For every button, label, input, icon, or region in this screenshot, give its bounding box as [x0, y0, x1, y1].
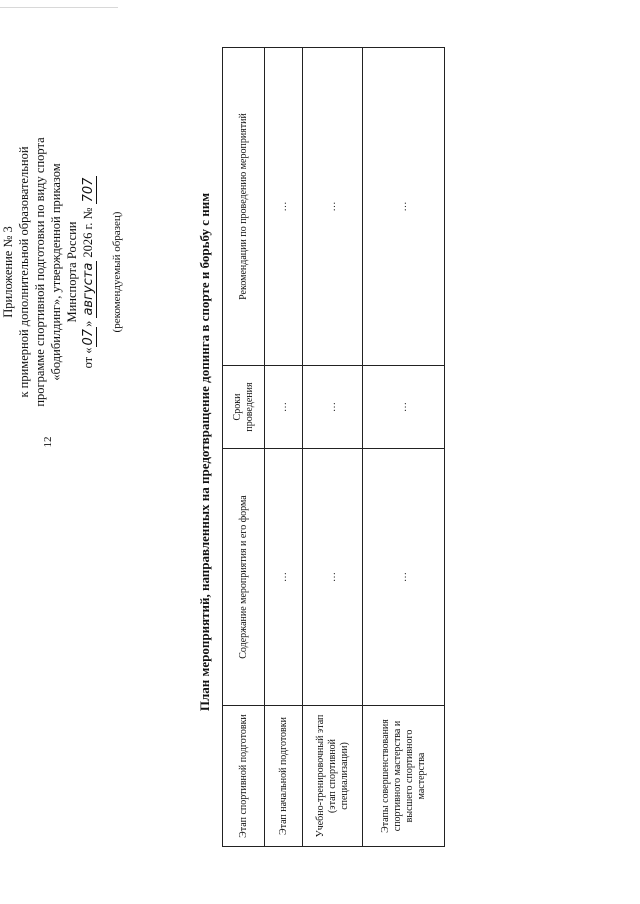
table-header-row [223, 48, 265, 847]
scan-line [0, 7, 118, 8]
row-recommendations: … [265, 48, 303, 366]
date-day: 07 [81, 328, 96, 346]
header-stage: Этап спортивной подготовки [223, 706, 265, 847]
row-stage: Этап начальной подготовки [265, 706, 303, 847]
row-timing: … [265, 366, 303, 449]
date-year: 2026 г. № [81, 204, 95, 261]
row-stage: Учебно-тренировочный этап (этап спортивной специализации) [303, 706, 363, 847]
row-recommendations: … [303, 48, 363, 366]
appendix-line-1: к примерной дополнительной образовательной [17, 146, 31, 398]
appendix-header [0, 47, 125, 497]
row-content: … [265, 449, 303, 706]
row-content: … [303, 449, 363, 706]
plan-title: План мероприятий, направленных на предотвращение допинга в спорте и борьбу с ним [197, 192, 212, 712]
plan-table-wrapper [222, 47, 444, 847]
order-number: 707 [81, 177, 96, 203]
header-timing: Сроки проведения [223, 366, 265, 449]
row-content: … [363, 449, 445, 706]
table-row [363, 48, 445, 847]
appendix-line-3: «бодибилдинг», утвержденной приказом [49, 163, 63, 381]
date-separator: » [81, 317, 95, 327]
rotated-page-content [0, 47, 560, 857]
order-date-line [80, 47, 97, 497]
appendix-line-2: программе спортивной подготовки по виду спорта [33, 137, 47, 407]
appendix-line-4: Минспорта России [65, 221, 79, 323]
row-recommendations: … [363, 48, 445, 366]
page-number: 12 [42, 436, 54, 448]
table-row [265, 48, 303, 847]
row-timing: … [363, 366, 445, 449]
recommended-sample-note: (рекомендуемый образец) [111, 211, 123, 333]
table-row [303, 48, 363, 847]
date-month: августа [81, 262, 96, 316]
row-stage: Этапы совершенствования спортивного мастерства и высшего спортивного мастерства [363, 706, 445, 847]
appendix-title: Приложение № 3 [1, 226, 15, 318]
header-content: Содержание мероприятия и его форма [223, 449, 265, 706]
row-timing: … [303, 366, 363, 449]
plan-table [222, 47, 445, 847]
date-prefix: от « [81, 347, 95, 369]
header-recommendations: Рекомендации по проведению мероприятий [223, 48, 265, 366]
